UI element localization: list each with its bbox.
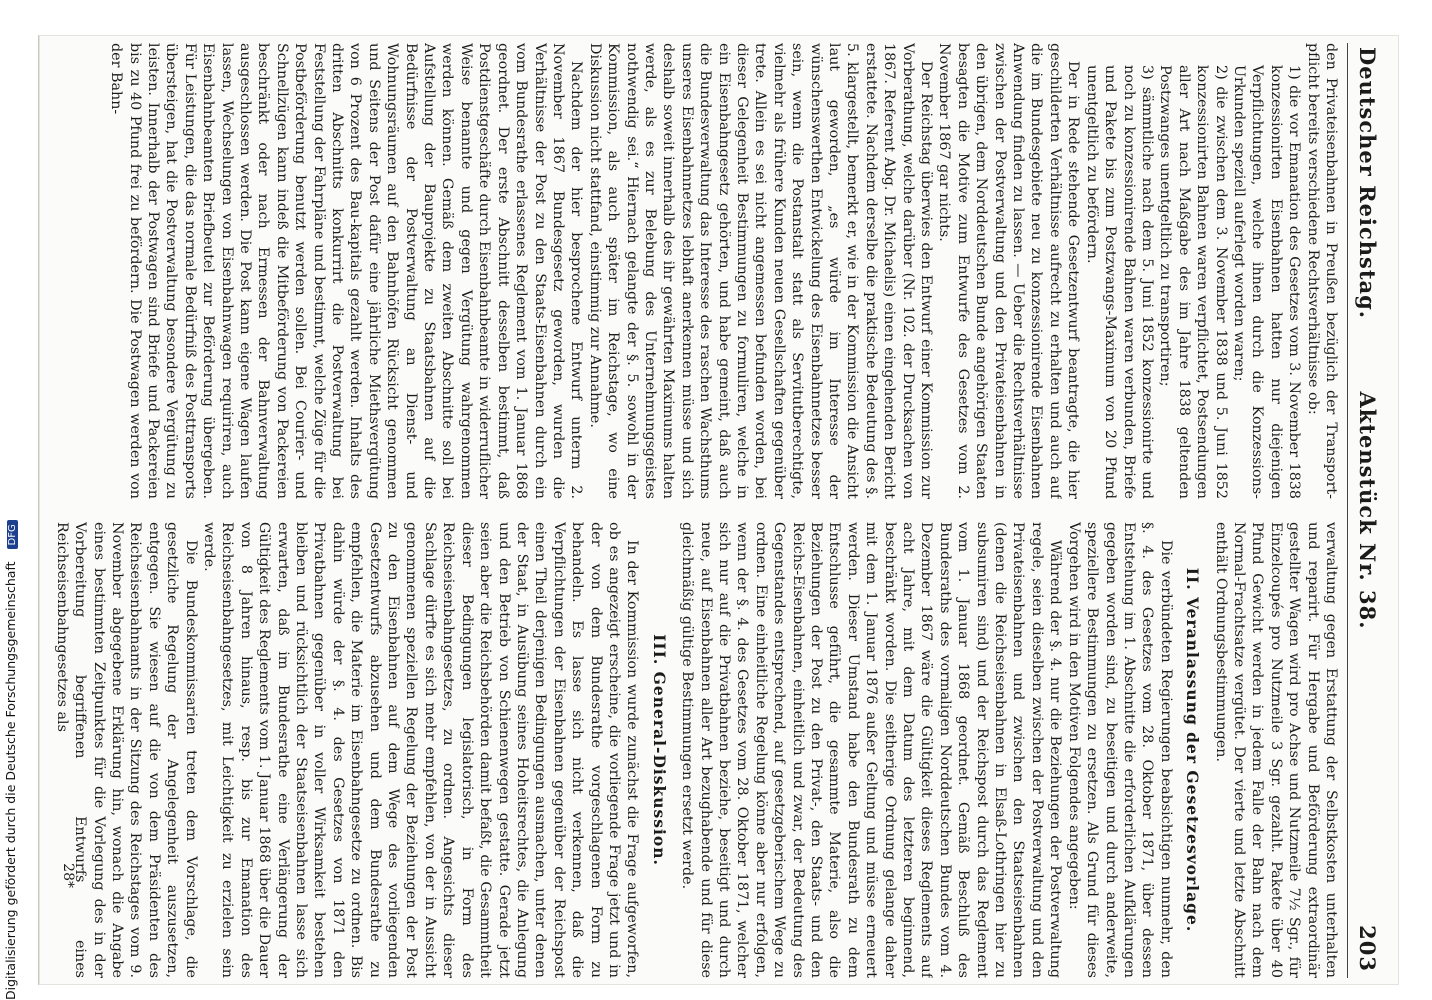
list-item: 3) sämmtliche nach dem 5. Juni 1852 konzessionirte und noch zu konzessionirende Bahnen waren verbunden, Briefe und Pakete bis zum Postzwangs-Maximum von 20 Pfund unentgeltlich zu befördern. xyxy=(1083,65,1155,499)
paragraph: Nachdem der hier besprochene Entwurf unterm 2. November 1867 Bundesgesetz geworden, wurden die Verhältnisse der Post zu den Staats-Eisenbahnen durch ein vom Bundesrathe erlassenes Reglement vom 1. Januar 1868 geordnet. Der erste Abschnitt desselben bestimmt, daß Postdienstgeschäfte durch Eisenbahnbeamte in widerruflicher Weise benannte und gegen Vergütung wahrgenommen werden können. Gemäß dem zweiten Abschnitte soll bei Aufstellung der Bauprojekte zu Staatsbahnen auf die Bedürfnisse der Postverwaltung an Dienst- und Wohnungsräumen auf den Bahnhöfen Rücksicht genommen und Seitens der Post dafür eine jährliche Miethsvergütung von 6 Prozent des Bau-kapitals gezahlt werden. Inhalts des dritten Abschnitts konkurrirt die Postverwaltung bei Feststellung der Fahrpläne und bestimmt, welche Züge für die Postbeförderung benutzt werden sollen. Bei Courier- und Schnellzügen kann indeß die Mitbeförderung von Packereien beschränkt oder nach Ermessen der Bahnverwaltung ausgeschlossen werden. Die Post kann eigene Wagen laufen lassen, Wechselungen von Eisenbahnwagen requiriren, auch Eisenbahnbeamten Briefbeutel zur Beförderung übergeben. Für Leistungen, die das normale Bedürfniß des Posttransports übersteigen, hat die Postverwaltung besondere Vergütung zu leisten. Innerhalb der Postwagen sind Briefe und Packereien bis zu 40 Pfund frei zu befördern. Die Postwagen werden von der Bahn- xyxy=(108,43,585,499)
header-document-number: Aktenstück Nr. 38. xyxy=(1355,391,1380,630)
digitization-note xyxy=(0,0,22,1000)
page-header xyxy=(1347,43,1384,978)
paragraph: Die Bundeskommissarien treten dem Vorschlage, die gesetzliche Regelung der Angelegenheit auszusetzen, entgegen. Sie wiesen auf die von dem Präsidenten des Reichseisenbahnamts in der Sitzung des Reichstages vom 9. November abgegebene Erklärung hin, wonach die Angabe eines bestimmten Zeitpunktes für die Vorlegung des in der Vorbereitung begriffenen Entwurfs eines Reichseisenbahngesetzes als xyxy=(54,522,199,978)
paragraph: Während der §. 4. nur die Beziehungen der Postverwaltung regele, seien dieselben zwischen der Postverwaltung und den Privateisenbahnen und zwischen den Staatseisenbahnen (denen die Reichseisenbahnen in Elsaß-Lothringen hier zu subsumiren sind) und der Reichspost durch das Reglement vom 1. Januar 1868 geordnet. Gemäß Beschluß des Bundesraths des vormaligen Norddeutschen Bundes vom 4. Dezember 1867 wäre die Gültigkeit dieses Reglements auf acht Jahre, mit dem Datum des letzteren beginnend, beschränkt worden. Die seitherige Ordnung gelange daher mit dem 1. Januar 1876 außer Geltung und müsse erneuert werden. Dieser Umstand habe den Bundesrath zu dem Entschlusse geführt, die gesammte Materie, also die Beziehungen der Post zu den Privat-, den Staats- und den Reichs-Eisenbahnen, einheitlich und zwar, der Bedeutung des Gegenstandes entsprechend, auf gesetzgeberischem Wege zu ordnen. Eine einheitliche Regelung könne aber nur erfolgen, wenn der §. 4. des Gesetzes vom 28. Oktober 1871, welcher sich nur auf die Privatbahnen beziehe, beseitigt und durch neue, auf Eisenbahnen aller Art bezughabende und für diese gleichmäßig gültige Bestimmungen ersetzt werde. xyxy=(679,522,1064,978)
list-item: 2) die zwischen dem 3. November 1838 und 5. Juni 1852 konzessionirten Bahnen waren verpflichtet, Postsendungen aller Art nach Maßgabe des im Jahre 1838 geltenden Postzwanges unentgeltlich zu transportiren; xyxy=(1157,65,1229,499)
section-heading: II. Veranlassung der Gesetzesvorlage. xyxy=(1183,567,1203,933)
paragraph: den Privateisenbahnen in Preußen bezüglich der Transport-pflicht bereits verschiedene Rechtsverhältnisse ob: xyxy=(1304,43,1339,499)
signature-mark: 28* xyxy=(60,863,76,888)
text-columns xyxy=(54,43,1340,978)
paragraph: Der in Rede stehende Gesetzentwurf beantragte, die hier geschilderten Verhältnisse aufrecht zu erhalten und auch auf die im Bundesgebiete neu zu konzessionirende Eisenbahnen Anwendung finden zu lassen. — Ueber die Rechtsverhältnisse zwischen der Postverwaltung und den Privateisenbahnen in den übrigen, dem Norddeutschen Bunde angehörigen Staaten besagten die Motive zum Entwurfe des Gesetzes vom 2. November 1867 gar nichts. xyxy=(936,43,1082,499)
left-column xyxy=(54,43,1340,499)
section-heading: III. General-Diskussion. xyxy=(649,634,669,866)
header-page-number: 203 xyxy=(1355,925,1380,972)
header-publication: Deutscher Reichstag. xyxy=(1355,47,1380,320)
digitization-note-text: Digitalisierung gefördert durch die Deutsche Forschungsgemeinschaft xyxy=(3,561,18,1000)
paragraph: Die verbündeten Regierungen beabsichtigen nunmehr, den §. 4. des Gesetzes vom 28. Oktober 1871, über dessen Entstehung im 1. Abschnitte die erforderlichen Aufklärungen gegeben worden sind, zu beseitigen und durch anderweite, speziellere Bestimmungen zu ersetzen. Als Grund für dieses Vorgehen wird in den Motiven Folgendes angegeben: xyxy=(1065,522,1174,978)
paragraph: verwaltung gegen Erstattung der Selbstkosten unterhalten und reparirt. Für Hergabe und Beförderung extraordinär gestellter Wagen wird pro Achse und Nutzmeile 7½ Sgr., für Einzelcoupés pro Nutzmeile 3 Sgr. gezahlt. Pakete über 40 Pfund Gewicht werden in jedem Falle der Bahn nach dem Normal-Frachtsatze vergütet. Der vierte und letzte Abschnitt enthält Ordnungsbestimmungen. xyxy=(1212,522,1339,978)
list-item: 1) die vor Emanation des Gesetzes vom 3. November 1838 konzessionirten Eisenbahnen hatten nur diejenigen Verpflichtungen, welche ihnen durch die Konzessions-Urkunden speziell auferlegt worden waren; xyxy=(1230,65,1303,499)
scanned-page xyxy=(38,35,1399,985)
paragraph: Der Reichstag überwies den Entwurf einer Kommission zur Vorberathung, welche darüber (Nr. 102. der Drucksachen von 1867. Referent Abg. Dr. Michaelis) einen eingehenden Bericht erstattete. Nachdem derselbe die praktische Bedeutung des §. 5. klargestellt, bemerkt er, wie in der Kommission die Ansicht laut geworden, „es würde im Interesse der wünschenswerthen Entwickelung des Eisenbahnnetzes besser sein, wenn die Postanstalt statt als Servitutberechtigte, vielmehr als frühere Kunden neuen Gesellschaften gegenüber trete. Allein es sei nicht angemessen befunden worden, bei dieser Gelegenheit Bestimmungen zu formuliren, welche in ein Eisenbahngesetz gehörten, und habe gemeint, daß auch die Bundesverwaltung das Interesse des raschen Wachsthums unseres Eisenbahnnetzes lebhaft anerkennen müsse und sich deshalb soweit innerhalb des ihr gewährten Maximums halten werde, als es zur Belebung des Unternehmungsgeistes nothwendig sei.“ Hiernach gelangte der §. 5. sowohl in der Kommission, als auch später im Reichstage, wo eine Diskussion nicht stattfand, einstimmig zur Annahme. xyxy=(586,43,935,499)
page-content xyxy=(54,43,1384,978)
paragraph: In der Kommission wurde zunächst die Frage aufgeworfen, ob es angezeigt erscheine, die vorliegende Frage jetzt und in der von dem Bundesrathe vorgeschlagenen Form zu behandeln. Es lasse sich nicht verkennen, daß die Verpflichtungen der Eisenbahnen gegenüber der Reichspost einen Theil derjenigen Bedingungen ausmachen, unter denen der Staat, in Ausübung seines Hoheitsrechtes, die Anlegung und den Betrieb von Schienenwegen gestatte. Gerade jetzt seien aber die Reichsbehörden damit befaßt, die Gesammtheit dieser Bedingungen legislatorisch, in Form des Reichseisenbahngesetzes, zu ordnen. Angesichts dieser Sachlage dürfte es sich mehr empfehlen, von der in Aussicht genommenen speziellen Regelung der Beziehungen der Post zu den Eisenbahnen auf dem Wege des vorliegenden Gesetzentwurfs abzusehen und dem Bundesrathe zu empfehlen, die Materie im Eisenbahngesetze zu ordnen. Bis dahin würde der §. 4. des Gesetzes von 1871 den Privatbahnen gegenüber in voller Wirksamkeit bestehen bleiben und rücksichtlich der Staatseisenbahnen lasse sich erwarten, daß im Bundesrathe eine Verlängerung der Gültigkeit des Reglements vom 1. Januar 1868 über die Dauer von 8 Jahren hinaus, resp. bis zur Emanation des Reichseisenbahngesetzes, mit Leichtigkeit zu erzielen sein werde. xyxy=(201,522,641,978)
dfg-logo: DFG xyxy=(7,520,18,549)
right-column xyxy=(54,522,1340,978)
